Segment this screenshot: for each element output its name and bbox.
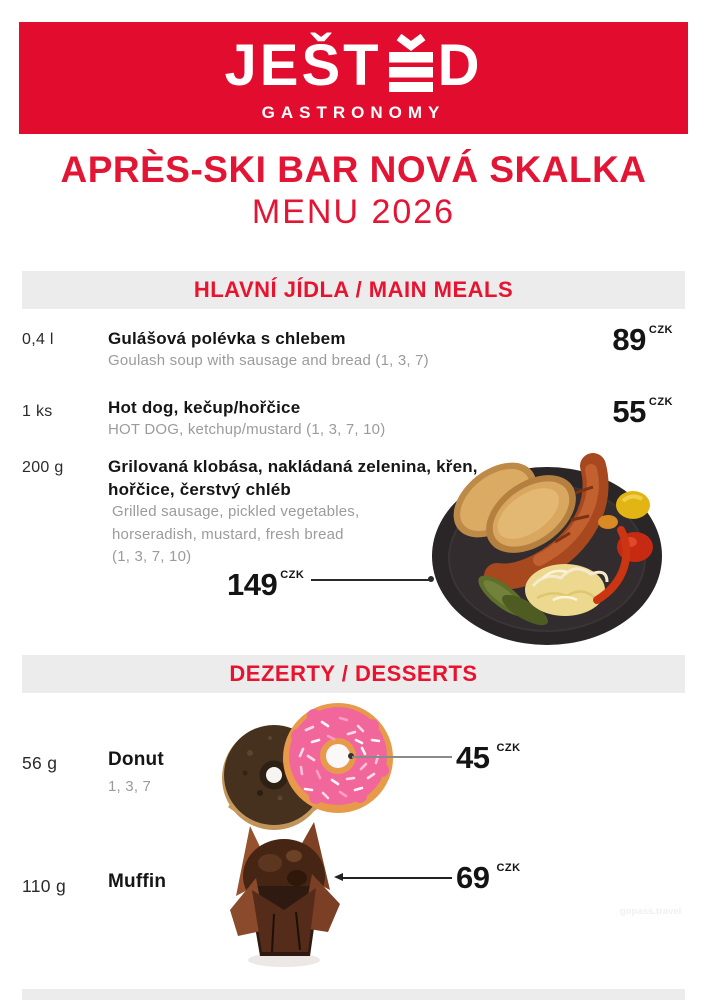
price-value: 55 <box>612 394 646 429</box>
watermark: gopass.travel <box>620 906 682 917</box>
price-currency: CZK <box>648 396 673 408</box>
item-qty: 110 g <box>22 876 66 896</box>
price-value: 69 <box>456 860 490 895</box>
item-desc-line1: Grilled sausage, pickled vegetables, <box>112 503 360 520</box>
section-title-main-meals: HLAVNÍ JÍDLA / MAIN MEALS <box>193 277 514 302</box>
price-value: 45 <box>456 740 490 775</box>
item-desc-line2: horseradish, mustard, fresh bread <box>112 526 344 543</box>
donut-image <box>210 698 405 838</box>
price-currency: CZK <box>280 569 305 581</box>
price-currency: CZK <box>648 324 673 336</box>
section-title-desserts: DEZERTY / DESSERTS <box>229 661 478 686</box>
brand-banner <box>19 22 688 134</box>
logo-text-post: D <box>437 33 483 99</box>
item-desc-line3: (1, 3, 7, 10) <box>112 548 192 565</box>
item-name: Muffin <box>108 871 167 892</box>
item-price <box>227 567 304 603</box>
price-leader-line <box>343 877 452 879</box>
jested-e-tower-icon <box>388 34 434 92</box>
price-leader-arrow <box>334 873 343 881</box>
item-desc: HOT DOG, ketchup/mustard (1, 3, 7, 10) <box>108 421 386 438</box>
sausage-plate-image <box>425 448 665 646</box>
item-name: Donut <box>108 749 164 770</box>
muffin-image <box>222 818 347 968</box>
section-bar-desserts <box>22 655 685 693</box>
price-value: 89 <box>612 322 646 357</box>
logo-text-pre: JEŠT <box>224 33 382 99</box>
section-bar-main-meals <box>22 271 685 309</box>
item-qty: 56 g <box>22 753 58 773</box>
item-name: Gulášová polévka s chlebem <box>108 329 346 348</box>
item-price <box>500 322 673 358</box>
page-subtitle: MENU 2026 <box>251 193 456 231</box>
item-qty: 1 ks <box>22 403 53 420</box>
footer-bar <box>22 989 685 1000</box>
price-value: 149 <box>227 567 278 602</box>
jested-logo <box>224 33 483 99</box>
item-qty: 200 g <box>22 459 64 476</box>
price-leader-line <box>352 756 452 758</box>
item-price <box>456 860 521 896</box>
item-qty: 0,4 l <box>22 331 54 348</box>
item-name-line2: hořčice, čerstvý chléb <box>108 480 291 499</box>
item-name-line1: Grilovaná klobása, nakládaná zelenina, křen, <box>108 457 478 476</box>
item-desc: Goulash soup with sausage and bread (1, 3, 7) <box>108 352 429 369</box>
item-allergens: 1, 3, 7 <box>108 778 152 795</box>
item-price <box>500 394 673 430</box>
price-currency: CZK <box>496 862 521 874</box>
page-title: APRÈS-SKI BAR NOVÁ SKALKA <box>60 149 647 190</box>
price-leader-line <box>311 579 431 581</box>
logo-tagline: GASTRONOMY <box>261 102 446 122</box>
price-currency: CZK <box>496 742 521 754</box>
item-name: Hot dog, kečup/hořčice <box>108 398 301 417</box>
item-price <box>456 740 521 776</box>
